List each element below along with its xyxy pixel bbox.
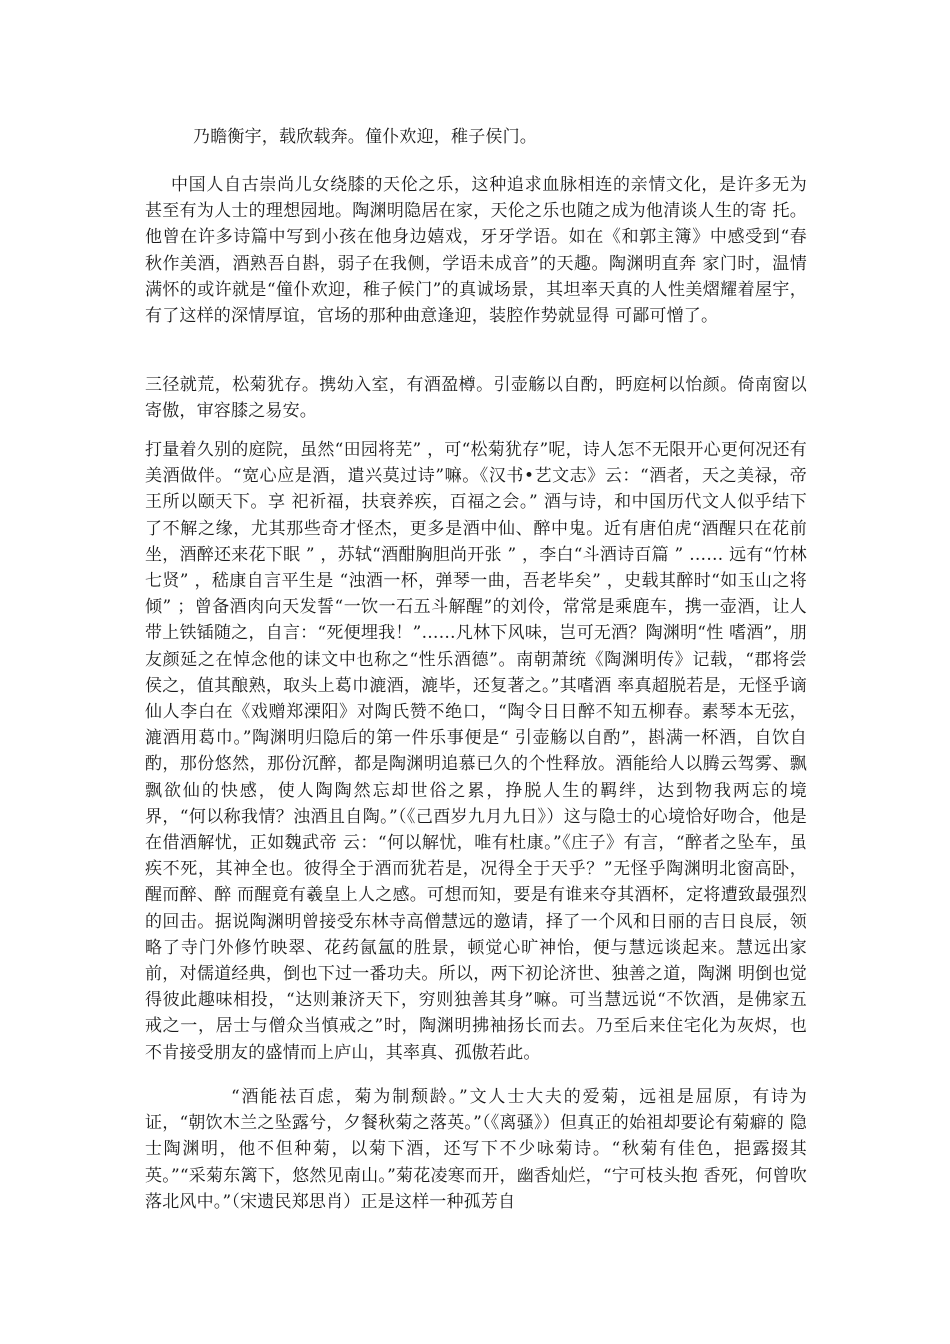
paragraph-poem-line-1: 乃瞻衡宇，载欣载奔。僮仆欢迎，稚子侯门。 [193, 127, 537, 147]
paragraph-commentary-3: “酒能祛百虑，菊为制颓龄。”文人士大夫的爱菊，远祖是屈原，有诗为证，“朝饮木兰之坠露兮，夕餐秋菊之落英。”（《离骚》）但真正的始祖却要论有菊癖的 隐士陶渊明，他不但种菊，以菊下酒，还写下不少咏菊诗。“秋菊有佳色，挹露掇其英。”“采菊东篱下，悠然见南山。”菊花凌寒而开，幽香灿烂，“宁可枝头抱 香死，何曾吹落北风中。”（宋遗民郑思肖）正是这样一种孤芳自 [145, 1087, 807, 1212]
paragraph-commentary-1: 中国人自古崇尚儿女绕膝的天伦之乐，这种追求血脉相连的亲情文化，是许多无为甚至有为人士的理想园地。陶渊明隐居在家，天伦之乐也随之成为他清谈人生的寄 托。他曾在许多诗篇中写到小孩在他身边嬉戏，牙牙学语。如在《和郭主簿》中感受到“春秋作美酒，酒熟吾自斟，弱子在我侧，学语未成音”的天趣。陶渊明直奔 家门时，温情满怀的或许就是“僮仆欢迎，稚子候门”的真诚场景，其坦率天真的人性美熠耀着屋宇，有了这样的深情厚谊，官场的那种曲意逢迎，装腔作势就显得 可鄙可憎了。 [145, 175, 807, 327]
paragraph-poem-line-2: 三径就荒，松菊犹存。携幼入室，有酒盈樽。引壶觞以自酌，眄庭柯以怡颜。倚南窗以寄傲，审容膝之易安。 [145, 375, 807, 422]
paragraph-commentary-2: 打量着久别的庭院，虽然“田园将芜” ，可“松菊犹存”呢，诗人怎不无限开心更何况还有美酒做伴。“宽心应是酒，遣兴莫过诗”嘛。《汉书•艺文志》云：“酒者，天之美禄，帝王所以颐天下。享 祀祈福，扶衰养疾，百福之会。” 酒与诗，和中国历代文人似乎结下了不解之缘，尤其那些奇才怪杰，更多是酒中仙、醉中鬼。近有唐伯虎“酒醒只在花前坐，酒醉还来花下眠 ” ，苏轼“酒酣胸胆尚开张 ” ，李白“斗酒诗百篇 ” …… 远有“竹林七贤” ，嵇康自言平生是 “浊酒一杯，弹琴一曲，吾老毕矣” ，史载其醉时“如玉山之将倾” ；曾备酒肉向天发誓“一饮一石五斗解醒”的刘伶，常常是乘鹿车，携一壶酒，让人带上铁锸随之，自言：“死便埋我！”……凡林下风味，岂可无酒？陶渊明“性 嗜酒”，朋友颜延之在悼念他的诔文中也称之“性乐酒德”。南朝萧统《陶渊明传》记载，“郡将尝侯之，值其酿熟，取头上葛巾漉酒，漉毕，还复著之。”其嗜酒 率真超脱若是，无怪乎谪仙人李白在《戏赠郑溧阳》对陶氏赞不绝口，“陶令日日醉不知五柳春。素琴本无弦，漉酒用葛巾。”陶渊明归隐后的第一件乐事便是“ 引壶觞以自酌”，斟满一杯酒，自饮自酌，那份悠然，那份沉醉，都是陶渊明追慕已久的个性释放。酒能给人以腾云驾雾、飘飘欲仙的快感，使人陶陶然忘却世俗之累，挣脱人生的羁绊，达到物我两忘的境界，“何以称我情？浊酒且自陶。”（《己酉岁九月九日》）这与隐士的心境恰好吻合，他是在借酒解忧，正如魏武帝 云：“何以解忧，唯有杜康。”《庄子》有言，“醉者之坠车，虽疾不死，其神全也。彼得全于酒而犹若是，况得全于天乎？”无怪乎陶渊明北窗高卧，醒而醉、醉 而醒竟有羲皇上人之感。可想而知，要是有谁来夺其酒杯，定将遭致最强烈的回击。据说陶渊明曾接受东林寺高僧慧远的邀请，择了一个风和日丽的吉日良辰，领 略了寺门外修竹映翠、花药氤氲的胜景，顿觉心旷神怡，便与慧远谈起来。慧远出家前，对儒道经典，倒也下过一番功夫。所以，两下初论济世、独善之道，陶渊 明倒也觉得彼此趣味相投，“达则兼济天下，穷则独善其身”嘛。可当慧远说“不饮酒，是佛家五戒之一，居士与僧众当慎戒之”时，陶渊明拂袖扬长而去。乃至后来住宅化为灰烬，也不肯接受朋友的盛情而上庐山，其率真、孤傲若此。 [145, 440, 807, 1063]
